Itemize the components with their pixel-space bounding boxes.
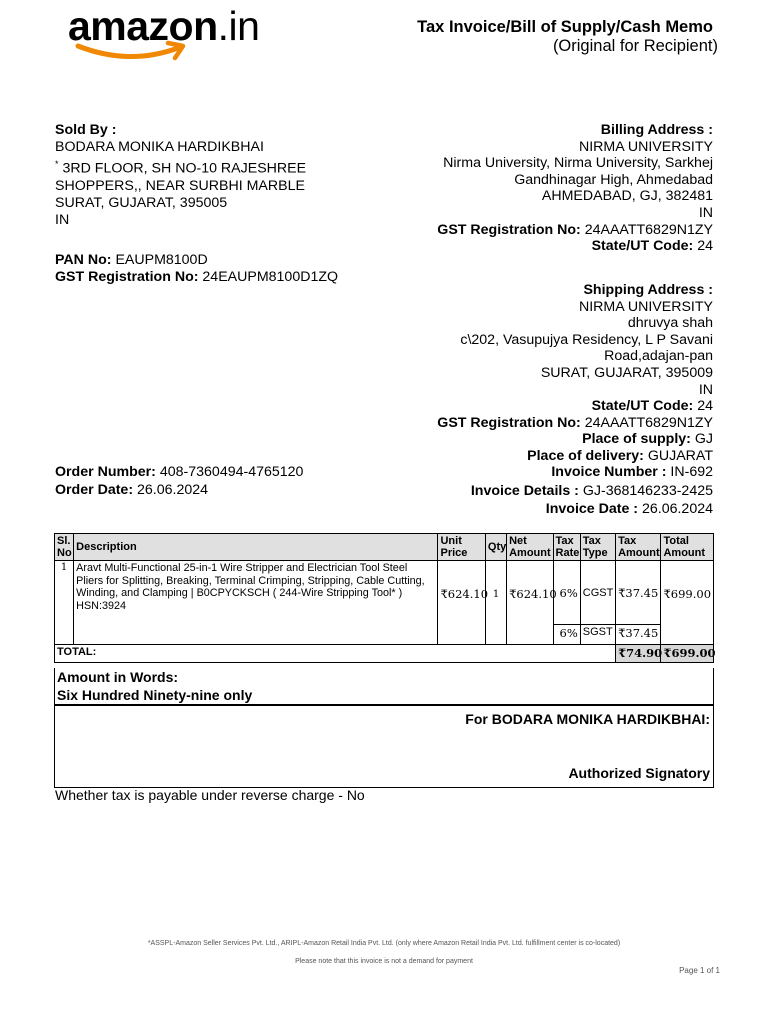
- col-total-amount: Total Amount: [661, 534, 714, 561]
- col-qty: Qty: [485, 534, 506, 561]
- shipping-address-1: c\202, Vasupujya Residency, L P Savani: [460, 331, 713, 348]
- invoice-number-label: Invoice Number :: [551, 464, 667, 480]
- items-table: [54, 533, 714, 663]
- billing-state-label: State/UT Code:: [591, 238, 694, 255]
- billing-address-2: Gandhinagar High, Ahmedabad: [514, 171, 713, 188]
- supply-label: Place of supply:: [582, 431, 691, 448]
- billing-heading: Billing Address :: [600, 122, 713, 138]
- shipping-contact: dhruvya shah: [627, 315, 713, 332]
- delivery-label: Place of delivery:: [527, 447, 644, 464]
- pan-value: EAUPM8100D: [115, 252, 208, 268]
- footer-legal-note: *ASSPL-Amazon Seller Services Pvt. Ltd., ARIPL-Amazon Retail India Pvt. Ltd. (only where Amazon Retail India Pvt. Ltd. fulfillment center is co-located): [147, 940, 621, 947]
- shipping-name: NIRMA UNIVERSITY: [578, 298, 713, 315]
- billing-state-value: 24: [697, 238, 713, 255]
- col-tax-type: Tax Type: [580, 534, 615, 561]
- col-tax-rate: Tax Rate: [553, 534, 580, 561]
- amount-words-box: [54, 668, 714, 705]
- row-unit-price: ₹624.10: [438, 561, 485, 645]
- shipping-address-3: SURAT, GUJARAT, 395009: [540, 364, 713, 381]
- shipping-gst-value: 24AAATT6829N1ZY: [584, 414, 713, 431]
- row-description-cell: [74, 561, 438, 645]
- order-date-label: Order Date:: [55, 482, 134, 498]
- total-label: TOTAL:: [55, 645, 616, 663]
- billing-name: NIRMA UNIVERSITY: [578, 138, 713, 155]
- billing-gst-value: 24AAATT6829N1ZY: [584, 221, 713, 238]
- invoice-date-label: Invoice Date :: [545, 501, 639, 517]
- delivery-value: GUJARAT: [647, 447, 713, 464]
- page-number: Page 1 of 1: [679, 966, 720, 975]
- invoice-details-value: GJ-368146233-2425: [582, 482, 713, 499]
- row-tax1-rate: 6%: [553, 561, 580, 625]
- shipping-address-2: Road,adajan-pan: [604, 348, 713, 365]
- total-amount: ₹699.00: [661, 645, 714, 663]
- seller-address-3: SURAT, GUJARAT, 395005: [55, 194, 228, 211]
- total-tax: ₹74.90: [616, 645, 661, 663]
- order-date-value: 26.06.2024: [137, 482, 209, 498]
- seller-tax-block: [55, 252, 338, 286]
- amount-words-label: Amount in Words:: [57, 669, 179, 685]
- billing-country: IN: [698, 204, 713, 221]
- col-net-amount: Net Amount: [507, 534, 553, 561]
- shipping-gst-label: GST Registration No:: [437, 414, 581, 431]
- pan-label: PAN No:: [55, 252, 112, 268]
- amazon-logo: [68, 2, 308, 72]
- order-number-label: Order Number:: [55, 464, 156, 480]
- row-tax2-amount: ₹37.45: [616, 625, 661, 645]
- footer-payment-note: Please note that this invoice is not a demand for payment: [295, 958, 473, 965]
- row-tax2-type: SGST: [580, 625, 615, 645]
- row-total-amount: ₹699.00: [661, 561, 714, 645]
- row-net-amount: ₹624.10: [507, 561, 553, 645]
- col-unit-price: Unit Price: [438, 534, 485, 561]
- shipping-state-value: 24: [697, 398, 713, 415]
- for-seller-label: For BODARA MONIKA HARDIKBHAI:: [465, 711, 710, 727]
- amount-words-value: Six Hundred Ninety-nine only: [57, 687, 253, 703]
- supply-value: GJ: [694, 431, 713, 448]
- signature-box: [54, 705, 714, 788]
- row-hsn: HSN:3924: [76, 599, 126, 612]
- seller-address-2: SHOPPERS,, NEAR SURBHI MARBLE: [55, 177, 305, 194]
- billing-address-1: Nirma University, Nirma University, Sarkhej: [443, 155, 713, 172]
- row-qty: 1: [485, 561, 506, 645]
- col-description: Description: [74, 534, 438, 561]
- row-sl: 1: [55, 561, 74, 645]
- invoice-details-label: Invoice Details :: [470, 482, 579, 499]
- seller-name: BODARA MONIKA HARDIKBHAI: [55, 139, 264, 155]
- seller-gst-label: GST Registration No:: [55, 269, 199, 285]
- smile-arrow-icon: [74, 40, 194, 62]
- invoice-title: Tax Invoice/Bill of Supply/Cash Memo: [417, 18, 713, 36]
- sold-by-heading: Sold By :: [55, 122, 117, 138]
- shipping-heading: Shipping Address :: [583, 282, 713, 298]
- seller-block: [55, 122, 306, 229]
- seller-address-1: 3RD FLOOR, SH NO-10 RAJESHREE: [62, 160, 307, 177]
- seller-country: IN: [55, 211, 70, 228]
- invoice-subtitle: (Original for Recipient): [552, 37, 718, 55]
- row-tax2-rate: 6%: [553, 625, 580, 645]
- seller-gst-value: 24EAUPM8100D1ZQ: [202, 269, 339, 285]
- total-row: [55, 645, 714, 663]
- shipping-block: [437, 282, 713, 465]
- order-block: [55, 463, 303, 499]
- table-header-row: [55, 534, 714, 561]
- billing-block: [437, 122, 713, 255]
- row-tax1-amount: ₹37.45: [616, 561, 661, 625]
- row-description: Aravt Multi-Functional 25-in-1 Wire Stripper and Electrician Tool Steel Pliers for Splitting, Breaking, Terminal Crimping, Stripping, Cable Cutting, Winding, and Clamping | B0CPYCKSCH ( 244-Wire Stripping Tool* ): [76, 562, 425, 599]
- row-tax1-type: CGST: [580, 561, 615, 625]
- shipping-country: IN: [698, 381, 713, 398]
- billing-address-3: AHMEDABAD, GJ, 382481: [541, 188, 713, 205]
- invoice-number-value: IN-692: [670, 464, 713, 480]
- col-sl: Sl. No: [55, 534, 74, 561]
- invoice-date-value: 26.06.2024: [641, 501, 713, 517]
- order-number-value: 408-7360494-4765120: [159, 464, 304, 480]
- table-row: [55, 561, 714, 625]
- logo-main-text: amazon: [68, 3, 218, 49]
- billing-gst-label: GST Registration No:: [437, 221, 581, 238]
- logo-tld-text: .in: [217, 3, 260, 49]
- invoice-block: [471, 463, 713, 519]
- shipping-state-label: State/UT Code:: [591, 398, 694, 415]
- col-tax-amount: Tax Amount: [616, 534, 661, 561]
- seller-marker: *: [55, 159, 59, 169]
- authorized-signatory: Authorized Signatory: [568, 765, 710, 781]
- reverse-charge-note: Whether tax is payable under reverse charge - No: [55, 787, 365, 803]
